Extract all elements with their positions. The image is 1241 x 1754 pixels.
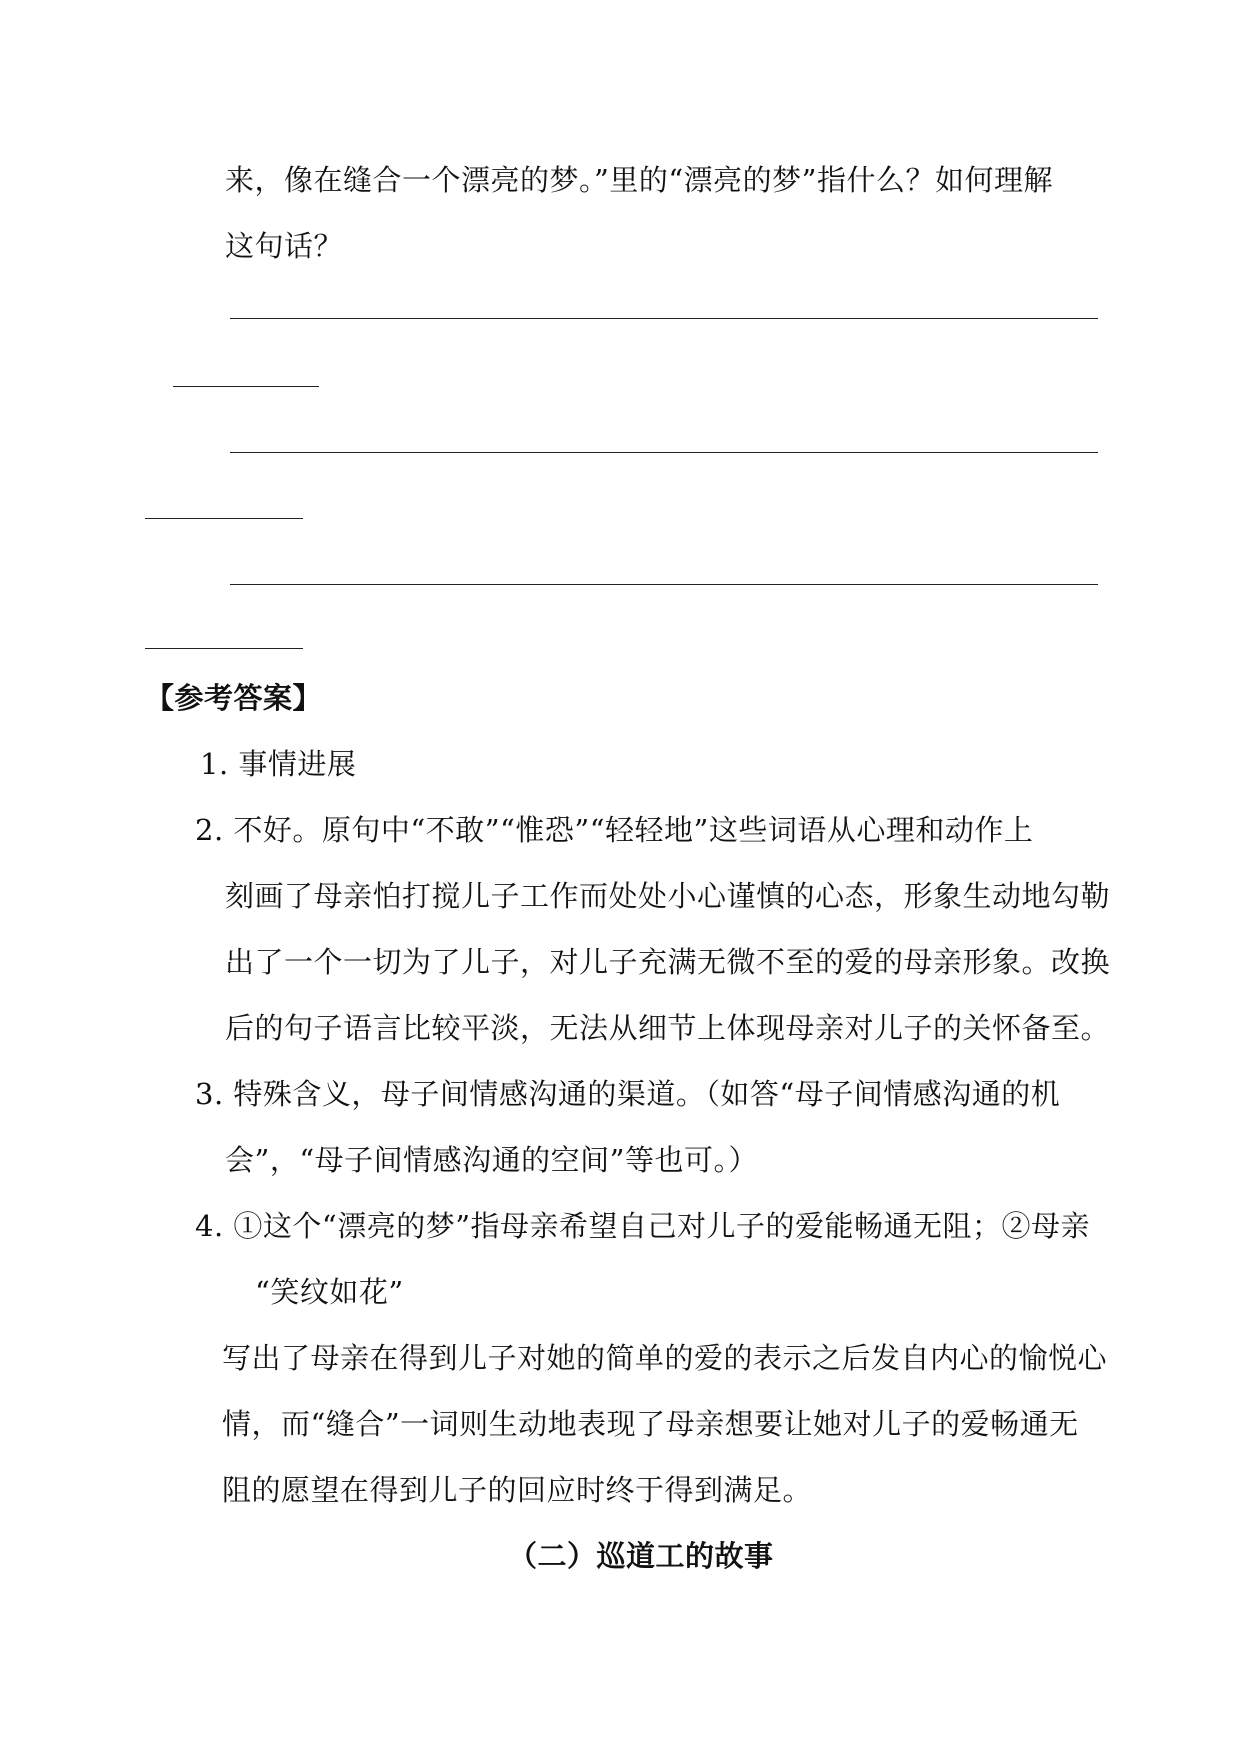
- answer-2-line-2: 刻画了母亲怕打搅儿子工作而处处小心谨慎的心态，形象生动地勾勒: [225, 879, 1111, 913]
- answer-blank-3-line-b: [145, 648, 303, 649]
- question-text-line-2: 这句话？: [225, 229, 344, 263]
- answer-4-line-1: 4. ①这个“漂亮的梦”指母亲希望自己对儿子的爱能畅通无阻；②母亲: [195, 1209, 1091, 1243]
- answer-2-line-4: 后的句子语言比较平淡，无法从细节上体现母亲对儿子的关怀备至。: [225, 1011, 1111, 1045]
- question-text-line-1: 来，像在缝合一个漂亮的梦。”里的“漂亮的梦”指什么？如何理解: [225, 163, 1053, 197]
- answer-3-line-2: 会”，“母子间情感沟通的空间”等也可。）: [225, 1143, 758, 1177]
- answer-2-line-3: 出了一个一切为了儿子，对儿子充满无微不至的爱的母亲形象。改换: [225, 945, 1111, 979]
- answer-blank-2-line-a: [230, 452, 1098, 453]
- answer-3-line-1: 3. 特殊含义，母子间情感沟通的渠道。（如答“母子间情感沟通的机: [195, 1077, 1061, 1111]
- answer-blank-2-line-b: [145, 518, 303, 519]
- answer-blank-3-line-a: [230, 584, 1098, 585]
- answer-blank-1-line-a: [230, 318, 1098, 319]
- answer-2-line-1: 2. 不好。原句中“不敢”“惟恐”“轻轻地”这些词语从心理和动作上: [195, 813, 1034, 847]
- reference-answers-heading: 【参考答案】: [145, 681, 323, 715]
- answer-4-line-3: 写出了母亲在得到儿子对她的简单的爱的表示之后发自内心的愉悦心: [222, 1341, 1108, 1375]
- section-title: （二）巡道工的故事: [508, 1539, 774, 1573]
- answer-4-line-4: 情，而“缝合”一词则生动地表现了母亲想要让她对儿子的爱畅通无: [222, 1407, 1079, 1441]
- answer-blank-1-line-b: [173, 386, 319, 387]
- answer-4-line-2: “笑纹如花”: [255, 1275, 404, 1309]
- answer-1: 1. 事情进展: [200, 747, 357, 781]
- answer-4-line-5: 阻的愿望在得到儿子的回应时终于得到满足。: [222, 1473, 813, 1507]
